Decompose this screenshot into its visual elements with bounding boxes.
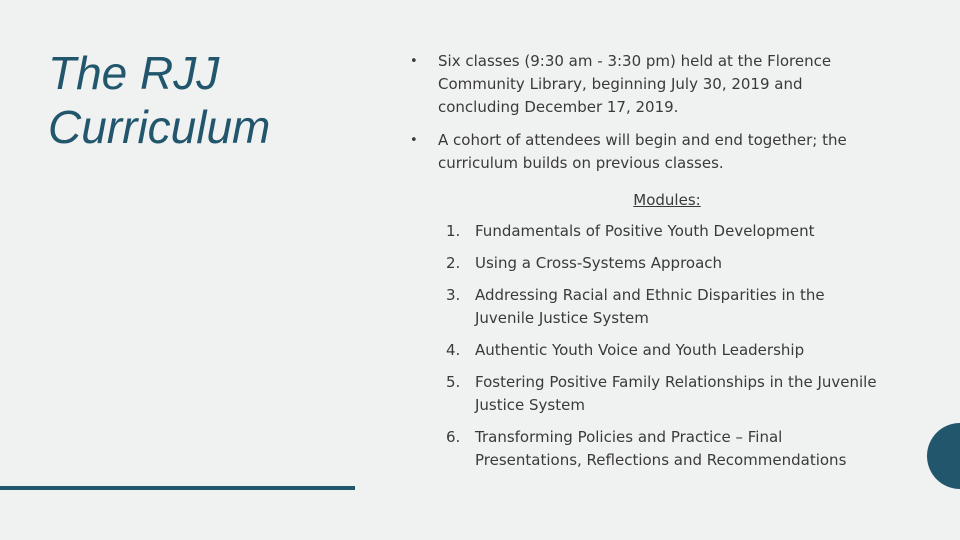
module-number: 6. xyxy=(446,428,461,446)
module-number: 5. xyxy=(446,373,461,391)
bullet-item xyxy=(410,50,880,119)
module-item xyxy=(446,220,880,243)
module-number: 1. xyxy=(446,222,461,240)
bullet-text: Six classes (9:30 am - 3:30 pm) held at the Florence Community Library, beginning July 30, 2019 and concluding December 17, 2019. xyxy=(438,52,832,116)
module-number: 3. xyxy=(446,286,461,304)
module-item xyxy=(446,284,880,330)
module-number: 2. xyxy=(446,254,461,272)
slide-body xyxy=(410,50,880,481)
module-text: Fundamentals of Positive Youth Development xyxy=(475,222,815,240)
bullet-text: A cohort of attendees will begin and end together; the curriculum builds on previous classes. xyxy=(438,131,847,172)
module-text: Fostering Positive Family Relationships in the Juvenile Justice System xyxy=(475,373,877,414)
module-item xyxy=(446,252,880,275)
bullet-marker: • xyxy=(410,54,418,69)
module-item xyxy=(446,371,880,417)
modules-heading: Modules: xyxy=(633,191,701,209)
module-item xyxy=(446,339,880,362)
module-text: Authentic Youth Voice and Youth Leadership xyxy=(475,341,805,359)
bullet-marker: • xyxy=(410,133,418,148)
module-text: Transforming Policies and Practice – Final Presentations, Reflections and Recommendations xyxy=(475,428,847,469)
module-number: 4. xyxy=(446,341,461,359)
accent-divider xyxy=(0,486,355,490)
bullet-item xyxy=(410,129,880,175)
bullet-list xyxy=(410,50,880,175)
module-text: Addressing Racial and Ethnic Disparities in the Juvenile Justice System xyxy=(475,286,825,327)
slide-title xyxy=(48,46,348,154)
modules-list xyxy=(446,220,880,472)
slide-title-line-1: The RJJ xyxy=(48,47,220,99)
slide-title-line-2: Curriculum xyxy=(48,101,271,153)
decorative-circle xyxy=(927,423,960,489)
module-text: Using a Cross-Systems Approach xyxy=(475,254,723,272)
module-item xyxy=(446,426,880,472)
